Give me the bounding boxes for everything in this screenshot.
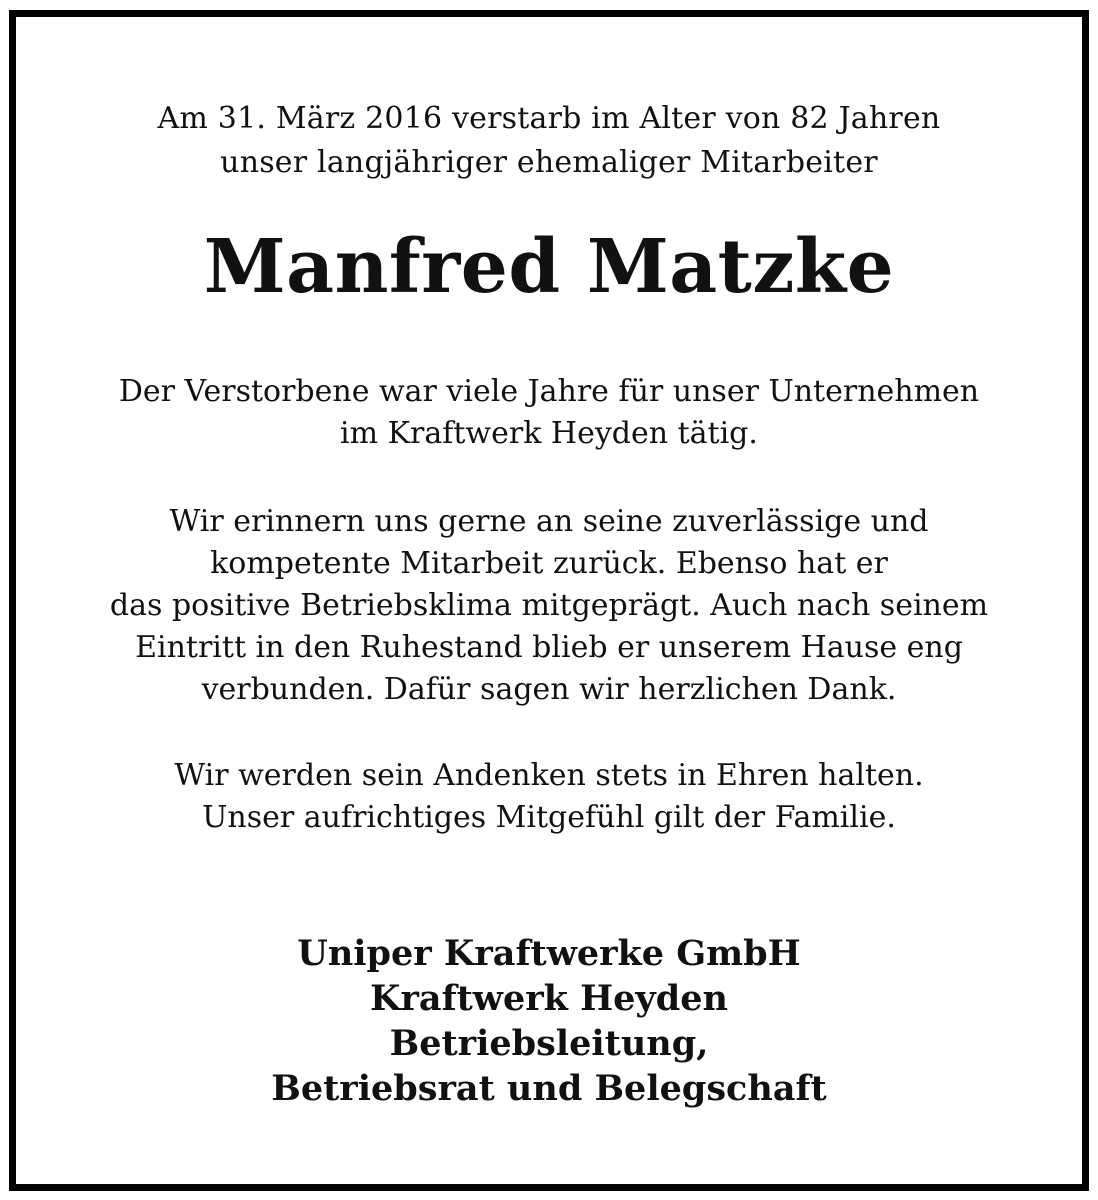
paragraph-condolence [16, 755, 1082, 839]
intro-line: unser langjähriger ehemaliger Mitarbeiter [220, 145, 878, 180]
deceased-name: Manfred Matzke [203, 224, 895, 310]
obituary-frame [9, 10, 1089, 1191]
paragraph-line: verbunden. Dafür sagen wir herzlichen Dank. [201, 672, 897, 707]
signature-line: Kraftwerk Heyden [370, 978, 728, 1019]
paragraph-line: Der Verstorbene war viele Jahre für unser Unternehmen [118, 374, 980, 409]
paragraph-line: Wir werden sein Andenken stets in Ehren halten. [174, 758, 924, 793]
paragraph-tribute [16, 501, 1082, 711]
paragraph-employment [16, 371, 1082, 455]
paragraph-line: Wir erinnern uns gerne an seine zuverlässige und [169, 504, 929, 539]
paragraph-line: Eintritt in den Ruhestand blieb er unserem Hause eng [135, 630, 963, 665]
paragraph-line: das positive Betriebsklima mitgeprägt. Auch nach seinem [109, 588, 989, 623]
paragraph-line: im Kraftwerk Heyden tätig. [340, 416, 758, 451]
intro-text [16, 97, 1082, 185]
paragraph-line: kompetente Mitarbeit zurück. Ebenso hat er [210, 546, 888, 581]
signature-line: Betriebsleitung, [389, 1023, 709, 1064]
signature-line: Uniper Kraftwerke GmbH [297, 933, 801, 974]
signature-block [16, 931, 1082, 1111]
intro-line: Am 31. März 2016 verstarb im Alter von 82 Jahren [157, 101, 941, 136]
paragraph-line: Unser aufrichtiges Mitgefühl gilt der Familie. [202, 800, 896, 835]
signature-line: Betriebsrat und Belegschaft [271, 1068, 827, 1109]
